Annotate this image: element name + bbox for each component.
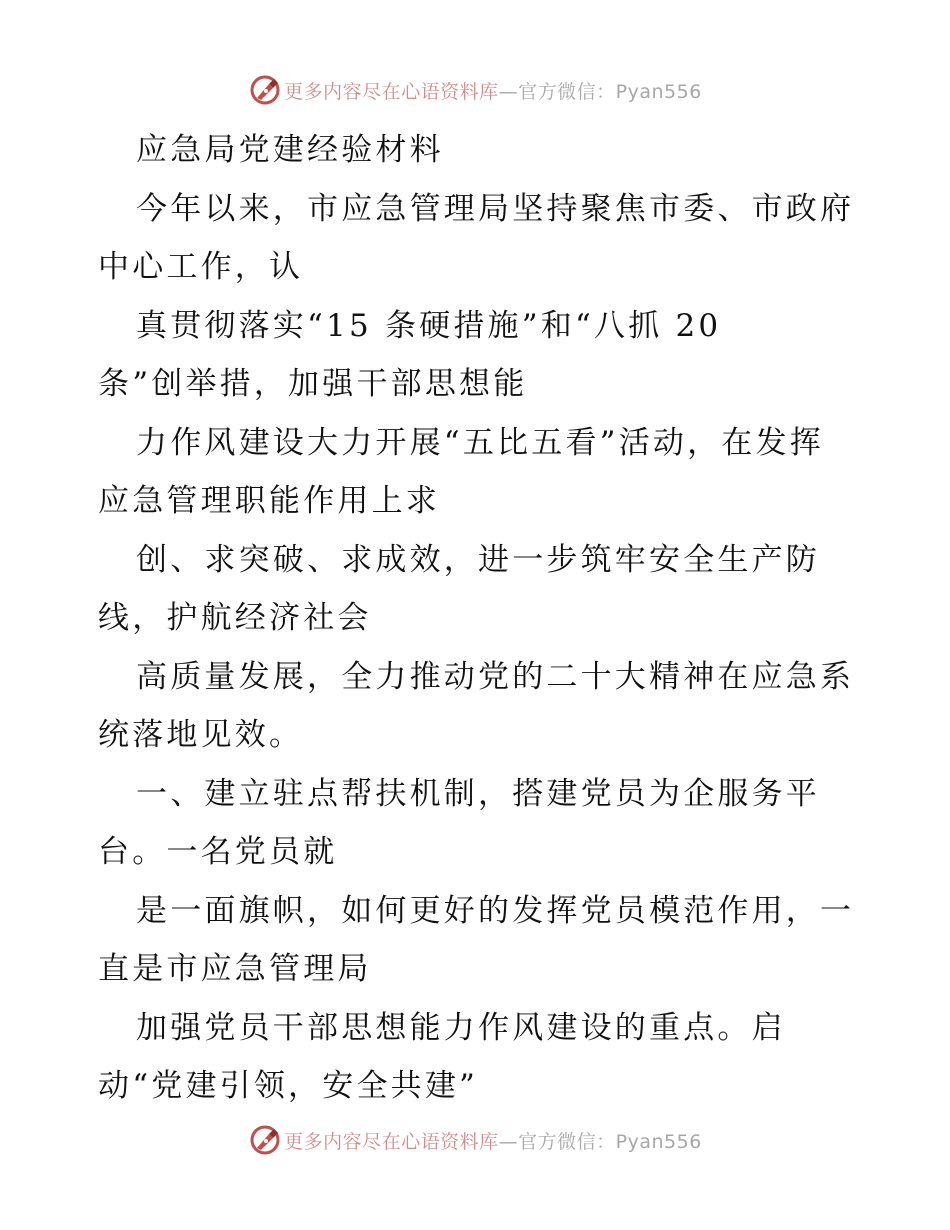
banner-promo-text: 更多内容尽在心语资料库 [284, 80, 499, 103]
paragraph-line: 台。一名党员就 [98, 834, 338, 870]
paragraph-line: 统落地见效。 [98, 717, 304, 753]
pen-nib-logo-icon [248, 73, 282, 107]
section-heading-line: 一、建立驻点帮扶机制，搭建党员为企服务平 [136, 775, 820, 812]
document-title: 应急局党建经验材料 [136, 132, 444, 168]
paragraph-line: 加强党员干部思想能力作风建设的重点。启 [136, 1009, 786, 1046]
paragraph-line: 中心工作，认 [98, 249, 304, 285]
paragraph-line: 条”创举措，加强干部思想能 [98, 366, 528, 402]
header-watermark-banner [0, 70, 950, 110]
paragraph-line: 高质量发展，全力推动党的二十大精神在应急系 [136, 658, 855, 695]
paragraph-line: 应急管理职能作用上求 [98, 483, 440, 519]
paragraph-line: 直是市应急管理局 [98, 951, 372, 987]
pen-nib-logo-icon [248, 1123, 282, 1157]
document-body [98, 121, 868, 1116]
paragraph-line: 真贯彻落实“15 条硬措施”和“八抓 20 [136, 307, 722, 344]
paragraph-line: 创、求突破、求成效，进一步筑牢安全生产防 [136, 541, 820, 578]
paragraph-line: 线，护航经济社会 [98, 600, 372, 636]
paragraph-line: 今年以来，市应急管理局坚持聚焦市委、市政府 [136, 190, 855, 227]
banner-promo-text: 更多内容尽在心语资料库 [284, 1130, 499, 1153]
footer-watermark-banner [0, 1120, 950, 1160]
banner-wechat-text: —官方微信：Pyan556 [498, 1130, 702, 1153]
paragraph-line: 是一面旗帜，如何更好的发挥党员模范作用，一 [136, 892, 855, 929]
paragraph-line: 力作风建设大力开展“五比五看”活动，在发挥 [136, 424, 824, 461]
paragraph-line: 动“党建引领，安全共建” [98, 1068, 479, 1104]
banner-wechat-text: —官方微信：Pyan556 [498, 80, 702, 103]
